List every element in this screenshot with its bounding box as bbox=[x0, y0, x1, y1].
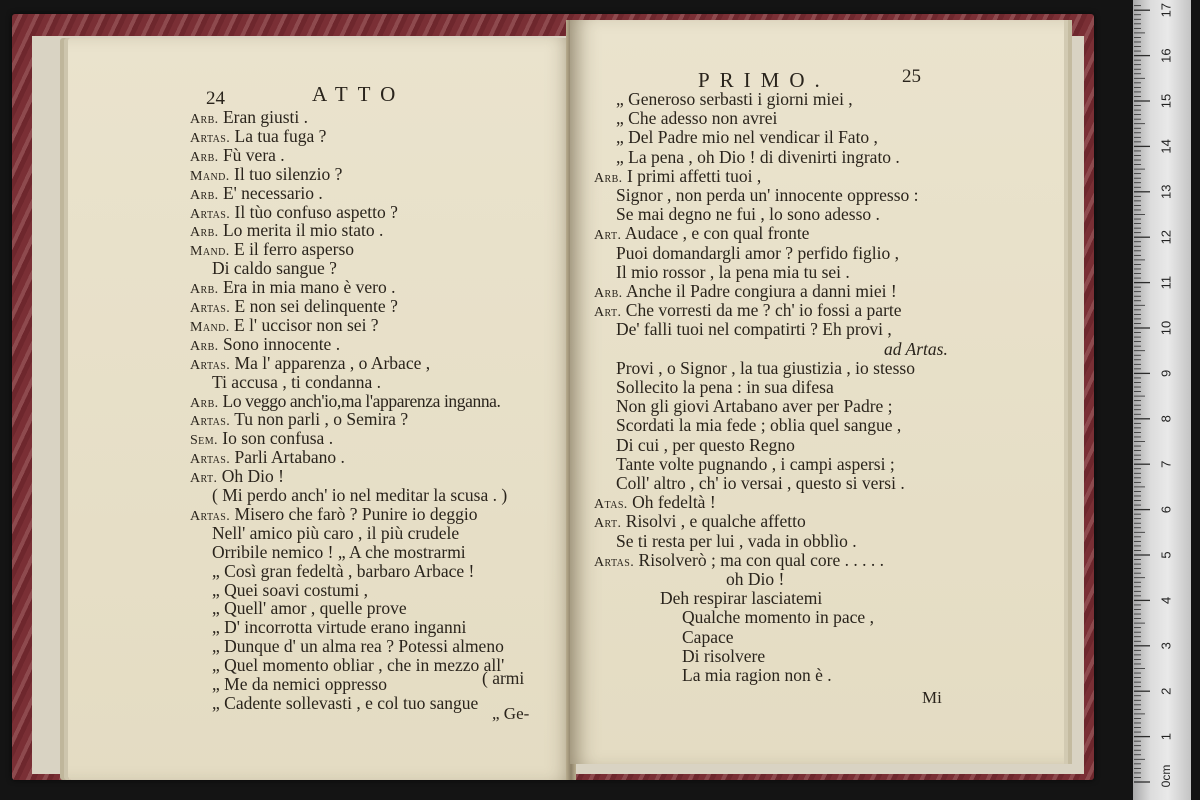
speaker-name: Arb. bbox=[594, 286, 623, 301]
text-line bbox=[212, 618, 466, 637]
text-line bbox=[616, 378, 834, 397]
ruler-number: 17 bbox=[1158, 2, 1174, 18]
text-line bbox=[594, 512, 806, 531]
verse-text: „ La pena , oh Dio ! di divenirti ingrato . bbox=[616, 146, 900, 167]
right-running-header: PRIMO. bbox=[698, 68, 830, 92]
text-line bbox=[212, 486, 507, 505]
verse-text: E non sei delinquente ? bbox=[234, 296, 398, 316]
verse-text: Audace , e con qual fronte bbox=[624, 223, 810, 244]
text-line bbox=[212, 543, 466, 562]
verse-text: Provi , o Signor , la tua giustizia , io stesso bbox=[616, 357, 915, 378]
speaker-name: Arb. bbox=[190, 187, 219, 203]
text-line bbox=[616, 320, 892, 339]
text-line bbox=[212, 694, 478, 713]
ruler-unit-label: 0cm bbox=[1159, 764, 1174, 788]
verse-text: Nell' amico più caro , il più crudele bbox=[212, 522, 460, 543]
verse-text: Misero che farò ? Punire io deggio bbox=[234, 503, 478, 524]
text-line bbox=[190, 467, 284, 486]
text-line bbox=[682, 647, 765, 666]
ruler-number: 7 bbox=[1158, 460, 1174, 468]
text-line bbox=[616, 186, 919, 205]
text-line bbox=[190, 127, 326, 146]
text-line bbox=[190, 505, 478, 524]
text-line bbox=[616, 263, 850, 282]
left-running-header: ATTO bbox=[312, 82, 406, 106]
text-line bbox=[726, 570, 784, 589]
speaker-name: Arb. bbox=[190, 395, 219, 411]
verse-text: Puoi domandargli amor ? perfido figlio , bbox=[616, 242, 900, 263]
text-line bbox=[190, 165, 342, 184]
verse-text: oh Dio ! bbox=[726, 569, 785, 589]
verse-text: Ti accusa , ti condanna . bbox=[212, 371, 381, 392]
ruler-number: 6 bbox=[1158, 505, 1174, 514]
verse-text: E l' uccisor non sei ? bbox=[234, 314, 379, 335]
text-line bbox=[190, 278, 395, 297]
verse-text: Era in mia mano è vero . bbox=[222, 277, 396, 298]
ruler-number: 3 bbox=[1158, 642, 1174, 650]
verse-text: Oh Dio ! bbox=[221, 466, 284, 487]
text-line bbox=[190, 240, 354, 259]
verse-text: „ Che adesso non avrei bbox=[616, 108, 778, 129]
verse-text: Di risolvere bbox=[682, 645, 766, 666]
verse-text: Che vorresti da me ? ch' io fossi a parte bbox=[625, 300, 902, 321]
verse-text: Sollecito la pena : in sua difesa bbox=[616, 377, 834, 397]
speaker-name: Arb. bbox=[190, 149, 219, 165]
text-line bbox=[682, 608, 874, 627]
text-line bbox=[212, 656, 504, 675]
speaker-name: Arb. bbox=[190, 112, 219, 127]
right-catchword: Mi bbox=[922, 688, 942, 707]
speaker-name: Artas. bbox=[190, 508, 231, 524]
text-line bbox=[190, 316, 379, 335]
text-line bbox=[682, 666, 832, 685]
verse-text: „ Generoso serbasti i giorni miei , bbox=[616, 89, 853, 109]
text-line bbox=[212, 373, 381, 392]
speaker-name: Artas. bbox=[190, 130, 231, 146]
verse-text: „ Così gran fedeltà , barbaro Arbace ! bbox=[212, 560, 475, 581]
text-line bbox=[616, 474, 905, 493]
text-line bbox=[212, 562, 474, 581]
verse-text: Io son confusa . bbox=[222, 428, 334, 449]
verse-text: Lo merita il mio stato . bbox=[222, 220, 384, 241]
text-line bbox=[660, 589, 822, 608]
text-line bbox=[594, 301, 902, 320]
text-line bbox=[594, 224, 809, 243]
verse-text: Lo veggo anch'io,ma l'apparenza inganna. bbox=[222, 390, 501, 411]
verse-text: Di caldo sangue ? bbox=[212, 258, 337, 279]
text-line bbox=[190, 297, 398, 316]
measuring-ruler bbox=[1133, 0, 1191, 800]
text-line bbox=[616, 436, 795, 455]
verse-text: Risolverò ; ma con qual core . . . . . bbox=[638, 549, 884, 570]
text-line bbox=[190, 184, 323, 203]
speaker-name: Art. bbox=[594, 305, 622, 321]
left-page bbox=[68, 38, 576, 780]
verse-text: ( Mi perdo anch' io nel meditar la scusa . ) bbox=[212, 485, 508, 505]
text-line bbox=[190, 335, 340, 354]
text-line bbox=[190, 221, 383, 240]
speaker-name: Artas. bbox=[190, 206, 231, 222]
verse-text: Risolvi , e qualche affetto bbox=[625, 511, 806, 532]
speaker-name: Art. bbox=[594, 516, 622, 532]
right-page bbox=[570, 20, 1064, 764]
speaker-name: Artas. bbox=[190, 301, 231, 316]
text-line bbox=[212, 524, 459, 543]
verse-text: „ D' incorrotta virtude erano inganni bbox=[212, 617, 467, 638]
text-line bbox=[594, 493, 716, 512]
verse-text: Parli Artabano . bbox=[234, 447, 345, 468]
text-line bbox=[616, 90, 853, 109]
verse-text: Qualche momento in pace , bbox=[682, 607, 874, 628]
text-line bbox=[682, 628, 734, 647]
speaker-name: Art. bbox=[190, 471, 218, 487]
text-line bbox=[616, 109, 777, 128]
text-line bbox=[616, 128, 878, 147]
ruler-number: 4 bbox=[1158, 596, 1174, 605]
text-line bbox=[616, 359, 915, 378]
text-line bbox=[616, 416, 901, 435]
verse-text: Tante volte pugnando , i campi aspersi ; bbox=[616, 453, 895, 474]
text-line bbox=[616, 455, 895, 474]
verse-text: Tu non parli , o Semira ? bbox=[234, 409, 409, 430]
verse-text: Il mio rossor , la pena mia tu sei . bbox=[616, 261, 850, 282]
speaker-name: Atas. bbox=[594, 497, 628, 513]
text-line bbox=[190, 203, 398, 222]
ruler-number: 16 bbox=[1158, 48, 1174, 63]
speaker-name: Mand. bbox=[190, 244, 230, 260]
verse-text: Oh fedeltà ! bbox=[632, 492, 716, 513]
text-line bbox=[616, 148, 900, 167]
verse-text: Fù vera . bbox=[222, 144, 285, 165]
verse-text: „ Cadente sollevasti , e col tuo sangue bbox=[212, 692, 479, 713]
text-line bbox=[212, 668, 525, 694]
verse-text: Capace bbox=[682, 626, 734, 647]
verse-text: „ Quell' amor , quelle prove bbox=[212, 598, 407, 619]
verse-text: Ma l' apparenza , o Arbace , bbox=[234, 352, 431, 373]
text-line bbox=[212, 581, 368, 600]
verse-text: I primi affetti tuoi , bbox=[626, 165, 762, 186]
verse-text: „ Del Padre mio nel vendicar il Fato , bbox=[616, 127, 878, 148]
text-line bbox=[190, 108, 308, 127]
ruler-number: 14 bbox=[1158, 139, 1174, 154]
speaker-name: Artas. bbox=[594, 554, 635, 570]
text-line bbox=[212, 637, 504, 656]
ruler-number: 1 bbox=[1158, 732, 1174, 741]
stage-direction: ad Artas. bbox=[884, 338, 948, 359]
left-catchword: „ Ge- bbox=[492, 704, 530, 723]
verse-text: Se mai degno ne fui , lo sono adesso . bbox=[616, 204, 880, 225]
ruler-number: 2 bbox=[1158, 687, 1174, 695]
verse-text: Signor , non perda un' innocente oppresso : bbox=[616, 185, 919, 205]
text-line bbox=[594, 282, 897, 301]
ruler-number: 10 bbox=[1158, 320, 1174, 336]
text-line bbox=[594, 167, 761, 186]
ruler-number: 5 bbox=[1158, 551, 1174, 559]
speaker-name: Arb. bbox=[190, 282, 219, 298]
verse-text: Sono innocente . bbox=[222, 333, 341, 354]
text-line bbox=[616, 205, 880, 224]
text-line bbox=[190, 354, 430, 373]
speaker-name: Mand. bbox=[190, 168, 230, 184]
speaker-name: Art. bbox=[594, 228, 622, 244]
ruler-number: 11 bbox=[1158, 275, 1174, 290]
verse-text: Orribile nemico ! „ A che mostrarmi bbox=[212, 541, 466, 562]
speaker-name: Arb. bbox=[594, 170, 623, 186]
verse-text: Il tuo silenzio ? bbox=[234, 163, 343, 184]
verse-text: Il tùo confuso aspetto ? bbox=[234, 201, 398, 222]
speaker-name: Sem. bbox=[190, 433, 218, 449]
ruler-number: 9 bbox=[1158, 369, 1174, 378]
verse-text: Di cui , per questo Regno bbox=[616, 434, 795, 455]
speaker-name: Artas. bbox=[190, 414, 231, 430]
verse-text: La mia ragion non è . bbox=[682, 665, 832, 685]
verse-text: Se ti resta per lui , vada in obblìo . bbox=[616, 530, 857, 551]
ruler-number: 8 bbox=[1158, 415, 1174, 423]
right-page-number: 25 bbox=[902, 66, 921, 87]
verse-text: Non gli giovi Artabano aver per Padre ; bbox=[616, 396, 893, 417]
left-page-number: 24 bbox=[206, 88, 225, 109]
text-line bbox=[616, 397, 893, 416]
verse-text: E il ferro asperso bbox=[234, 239, 355, 260]
text-line bbox=[212, 599, 407, 618]
verse-text: „ Dunque d' un alma rea ? Potessi almeno bbox=[212, 636, 504, 657]
verse-text: Deh respirar lasciatemi bbox=[660, 588, 823, 609]
verse-text: Eran giusti . bbox=[222, 107, 308, 127]
text-line bbox=[190, 448, 345, 467]
ruler-number: 15 bbox=[1158, 93, 1174, 109]
text-line bbox=[190, 146, 285, 165]
text-line bbox=[616, 532, 857, 551]
verse-text: „ Me da nemici oppresso bbox=[212, 674, 387, 694]
text-line bbox=[594, 551, 884, 570]
text-line bbox=[212, 259, 337, 278]
ruler-number: 12 bbox=[1158, 229, 1174, 245]
verse-text: De' falli tuoi nel compatirti ? Eh provi , bbox=[616, 319, 892, 340]
text-line bbox=[616, 244, 899, 263]
verse-text: Coll' altro , ch' io versai , questo si versi . bbox=[616, 473, 905, 493]
speaker-name: Artas. bbox=[190, 357, 231, 373]
verse-text: „ Quel momento obliar , che in mezzo all' bbox=[212, 655, 505, 676]
ruler-number: 13 bbox=[1158, 184, 1174, 200]
text-line bbox=[190, 392, 501, 411]
speaker-name: Arb. bbox=[190, 225, 219, 241]
turnover-text: ( armi bbox=[482, 668, 525, 688]
verse-text: Anche il Padre congiura a danni miei ! bbox=[625, 281, 897, 301]
text-line bbox=[190, 429, 333, 448]
text-line bbox=[190, 410, 408, 429]
verse-text: Scordati la mia fede ; oblia quel sangue , bbox=[616, 415, 902, 436]
speaker-name: Mand. bbox=[190, 319, 230, 335]
verse-text: „ Quei soavi costumi , bbox=[212, 579, 369, 600]
speaker-name: Arb. bbox=[190, 338, 219, 354]
ruler-scale bbox=[1133, 0, 1191, 800]
verse-text: E' necessario . bbox=[222, 182, 323, 203]
verse-text: La tua fuga ? bbox=[234, 125, 327, 146]
speaker-name: Artas. bbox=[190, 452, 231, 468]
